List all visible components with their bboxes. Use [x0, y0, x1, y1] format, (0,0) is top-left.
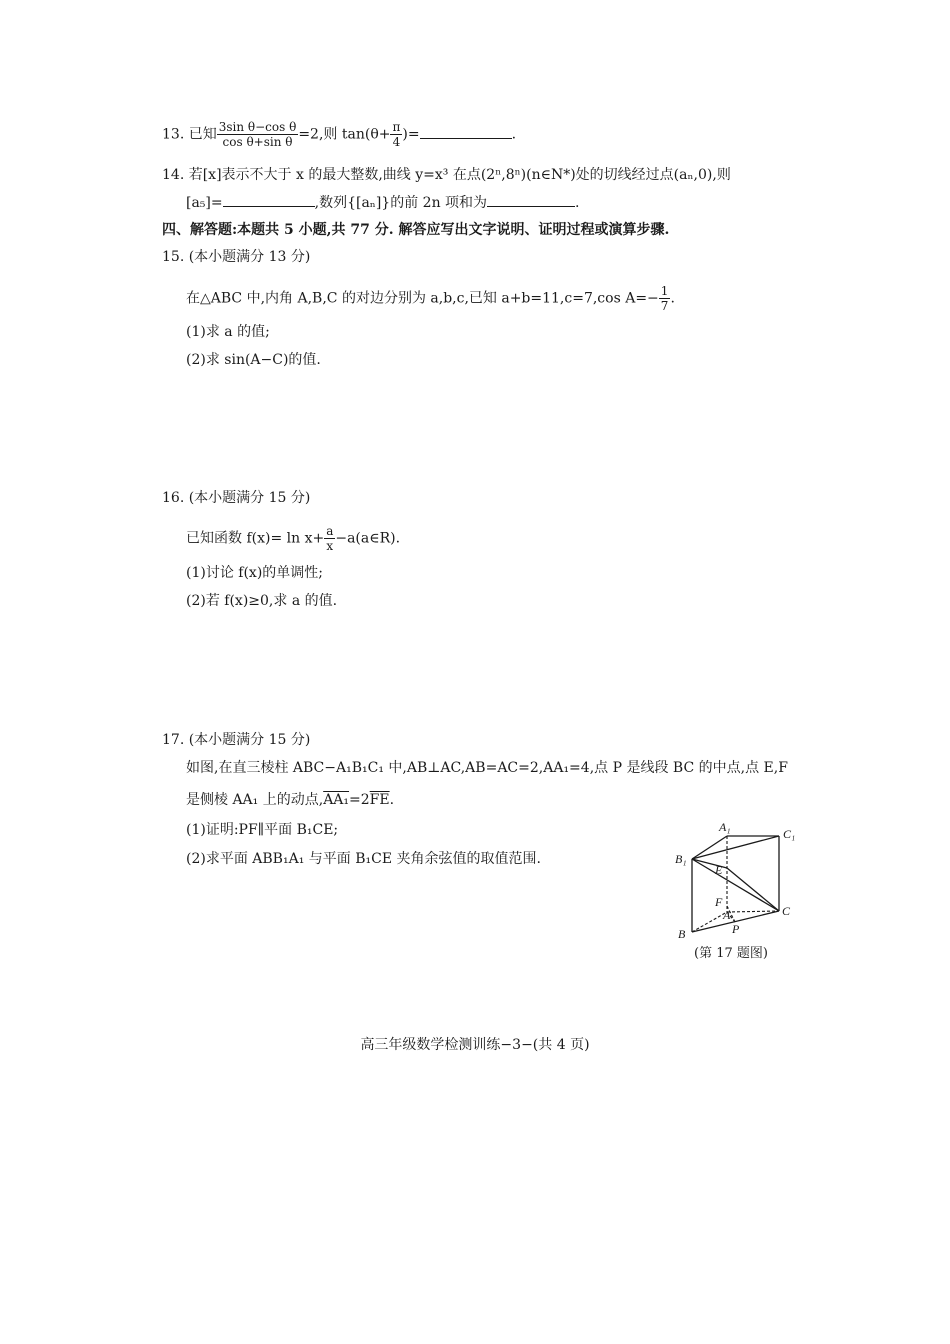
- q16-part-1: (1)讨论 f(x)的单调性;: [186, 565, 323, 581]
- q17-stem-2-end: .: [389, 792, 395, 808]
- label-c: C: [782, 904, 791, 918]
- q17-part-2: (2)求平面 ABB₁A₁ 与平面 B₁CE 夹角余弦值的取值范围.: [186, 851, 541, 867]
- q15-frac-den: 7: [660, 299, 669, 313]
- q15-stem-text: 在△ABC 中,内角 A,B,C 的对边分别为 a,b,c,已知 a+b=11,c=7,cos A=−: [186, 290, 659, 307]
- figure-caption: (第 17 题图): [694, 946, 768, 961]
- question-13: [162, 120, 516, 149]
- q13-fraction: [217, 120, 299, 149]
- q15-stem-end: .: [670, 290, 675, 307]
- label-p: P: [732, 922, 740, 936]
- q17-stem-line-2: [186, 790, 394, 810]
- hidden-edge-b-a: [692, 912, 727, 932]
- page-footer: 高三年级数学检测训练−3−(共 4 页): [360, 1037, 590, 1053]
- q13-pi-num: π: [392, 120, 401, 134]
- q17-stem-line-1: 如图,在直三棱柱 ABC−A₁B₁C₁ 中,AB⊥AC,AB=AC=2,AA₁=4,点 P 是线段 BC 的中点,点 E,F: [186, 760, 788, 776]
- edge-b1-c1: [692, 836, 779, 859]
- segment-e-c: [727, 868, 779, 911]
- label-a: A: [723, 908, 731, 922]
- q13-frac-num: 3sin θ−cos θ: [218, 120, 297, 134]
- label-b: B: [678, 927, 686, 941]
- q14-part-b: ,数列{[aₙ]}的前 2n 项和为: [314, 195, 488, 211]
- hidden-edge-a-c: [727, 911, 779, 912]
- q17-vector-aa1: AA₁: [323, 792, 350, 808]
- label-a1: A₁: [719, 820, 731, 834]
- q16-stem: [186, 524, 400, 553]
- q13-end: .: [511, 126, 517, 143]
- q15-heading: 15. (本小题满分 13 分): [162, 249, 311, 265]
- label-b1: B₁: [675, 852, 687, 866]
- label-e: E: [715, 863, 723, 877]
- q13-lead: 13. 已知: [162, 126, 217, 143]
- q13-frac-den: cos θ+sin θ: [222, 135, 293, 149]
- q16-frac-num: a: [326, 524, 334, 538]
- q16-heading: 16. (本小题满分 15 分): [162, 490, 311, 506]
- question-14-line-1: 14. 若[x]表示不大于 x 的最大整数,曲线 y=x³ 在点(2ⁿ,8ⁿ)(n∈N*)处的切线经过点(aₙ,0),则: [162, 167, 731, 183]
- q16-fraction: [324, 524, 335, 553]
- q16-frac-den: x: [326, 539, 334, 553]
- segment-b1-c: [692, 859, 779, 911]
- prism-figure: [672, 816, 812, 946]
- q16-part-2: (2)若 f(x)≥0,求 a 的值.: [186, 593, 338, 609]
- q17-vector-eq: =2: [349, 792, 370, 808]
- q17-part-1: (1)证明:PF∥平面 B₁CE;: [186, 822, 339, 838]
- q16-stem-text: 已知函数 f(x)= ln x+: [186, 530, 325, 547]
- q15-fraction: [659, 284, 671, 313]
- edge-b1-a1: [692, 836, 727, 859]
- q14-answer-blank-1: [223, 192, 315, 207]
- q15-frac-num: 1: [660, 284, 669, 298]
- q13-mid: =2,则 tan(θ+: [298, 126, 391, 143]
- q16-stem-tail: −a(a∈R).: [335, 530, 401, 547]
- q14-part-c: .: [575, 195, 580, 211]
- q13-answer-blank: [420, 124, 512, 139]
- q15-part-1: (1)求 a 的值;: [186, 324, 270, 340]
- q15-part-2: (2)求 sin(A−C)的值.: [186, 352, 321, 368]
- q17-stem-2-text: 是侧棱 AA₁ 上的动点,: [186, 792, 324, 808]
- q17-heading: 17. (本小题满分 15 分): [162, 732, 311, 748]
- label-c1: C₁: [783, 827, 796, 841]
- q15-stem: [186, 284, 675, 313]
- q13-tail: )=: [402, 126, 420, 143]
- q13-pi-den: 4: [392, 135, 401, 149]
- section-4-heading: 四、解答题:本题共 5 小题,共 77 分. 解答应写出文字说明、证明过程或演算步骤.: [162, 222, 670, 238]
- question-14-line-2: [186, 192, 580, 213]
- label-f: F: [715, 895, 723, 909]
- q13-pi-fraction: [390, 120, 402, 149]
- q14-part-a: [a₅]=: [186, 195, 223, 211]
- q17-vector-fe: $\overline{FE}$: [369, 792, 390, 808]
- q14-answer-blank-2: [487, 192, 575, 207]
